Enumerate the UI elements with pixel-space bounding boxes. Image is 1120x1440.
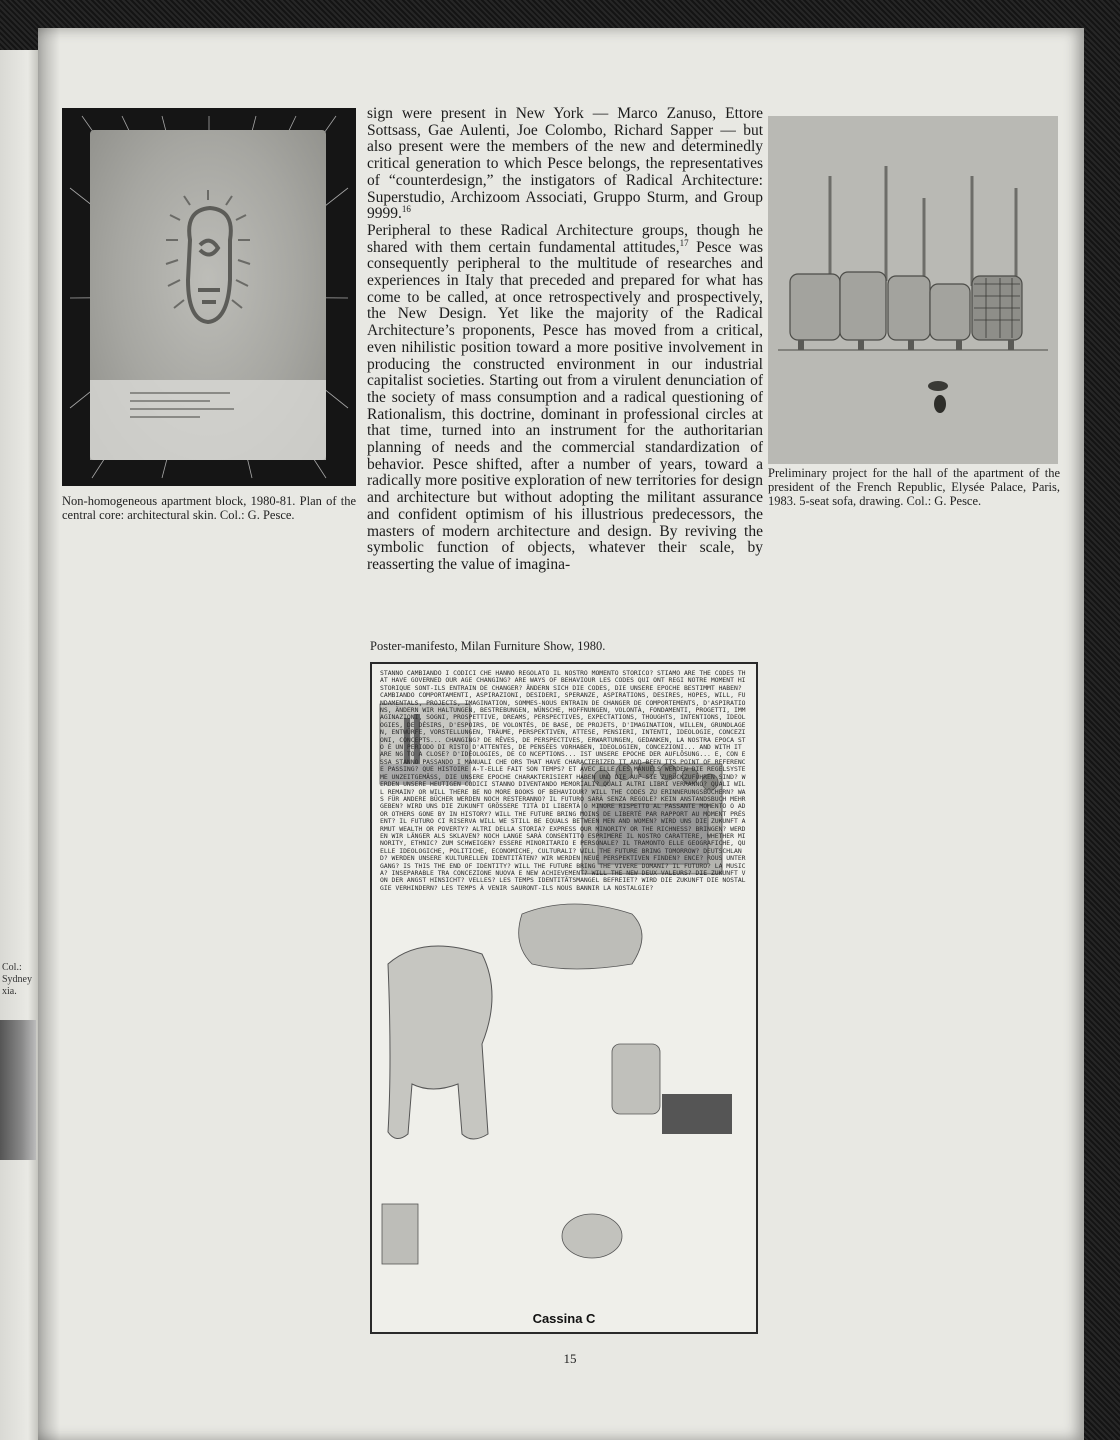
footnote-16: 16 <box>401 204 411 215</box>
caption-apartment-block: Non-homogeneous apartment block, 1980-81. Plan of the central core: architectural skin. Col.: G. Pesce. <box>62 494 356 522</box>
paragraph-2 <box>367 223 763 574</box>
paragraph-1 <box>367 106 763 223</box>
apartment-block-image <box>62 108 356 486</box>
sofa-drawing-image <box>768 116 1058 464</box>
textured-skin-panel <box>90 130 326 460</box>
left-page-edge <box>0 50 40 1440</box>
poster-manifesto-text: STANNO CAMBIANDO I CODICI CHE HANNO REGOLATO IL NOSTRO MOMENTO STORICO? STIAMO ARE THE CODES THAT HAVE GOVERNED OUR AGE CHANGING? ARE WAYS OF BEHAVIOUR LES CODES QUI ONT REGI NOTRE MOMENT HISTORIQUE SONT-ILS ENTRAIN DE CHANGER? ÄNDERN SICH DIE CODES, DIE UNSERE EPOCHE BESTIMMT HABEN? CAMBIANDO COMPORTAMENTI, ASPIRAZIONI, DESIDERI, SPERANZE, ASPIRATIONS, DESIRES, HOPES, WILL, FUNDAMENTALS, PROJECTS, IMAGINATION, SOMMES-NOUS ENTRAIN DE CHANGER DE COMPORTEMENTS, D'ASPIRATIONS, ÄNDERN WIR HALTUNGEN, BESTREBUNGEN, WÜNSCHE, HOFFNUNGEN, VOLONTÀ, FONDAMENTI, PROGETTI, IMMAGINAZIONI, SOGNI, PROSPETTIVE, DREAMS, PERSPECTIVES, EXPECTATIONS, THOUGHTS, INTENTIONS, IDEOLOGIES, DE DÉSIRS, D'ESPOIRS, DE VOLONTÉS, DE BASE, DE PROJETS, D'IMAGINATION, WILLEN, GRUNDLAGEN, ENTWÜRFE, VORSTELLUNGEN, TRÄUME, PERSPEKTIVEN, ATTESE, PENSIERI, INTENTI, IDEOLOGIE, CONCEZIONI, CONCEPTS... CHANGING? DE RÊVES, DE PERSPECTIVES, ERWARTUNGEN, GEDANKEN, LA NOSTRA EPOCA STO È UN PERIODO DI RISTO D'ATTENTES, DE PENSÉES VORHABEN, IDEOLOGIEN, CONCEZIONI... AND WITH IT ARE NG TO A CLOSE? D'IDÉOLOGIES, DE CO NCEPTIONS... IST UNSERE EPOCHE DER AUFLÖSUNG... E, CON ESSA STANNO PASSANDO I MANUALI CHE ORS THAT HAVE CHARACTERIZED IT AND BEEN ITS POINT OF REFERENCE PASSING? QUE HISTOIRE A-T-ELLE FAIT SON TEMPS? ET AVEC ELLE LES MANUELS WERDEN DIE REGELSYSTEME UNZEITGEMÄSS, DIE UNSERE EPOCHE CHARAKTERISIERT HABEN UND DIE AUF SIE ZURÜCKZUFÜHREN SIND? WERDEN UNSERE HEUTIGEN CODICI STANNO DIVENTANDO MEMORIALI? QUALI ALTRI LIBRI VERRANNO? QUALI WILL REMAIN? OR WILL THERE BE NO MORE BOOKS OF BEHAVIOUR? WILL THE CODES ZU ERINNERUNGSBÜCHERN? WAS FÜR ANDERE BÜCHER WERDEN NOCH RESTERANNO? IL FUTURO SARÀ SENZA REGOLE? KEIN ANSTANDSBUCH MEHR GEBEN? WIRD UNS DIE ZUKUNFT GRÖSSERE TITÀ DI LIBERTÀ O MINORE RISPETTO AL PASSANTE MOMENTO O AD OR OTHERS GONE BY IN HISTORY? WILL THE FUTURE BRING MOINS DE LIBERTÉ PAR RAPPORT AU MOMENT PRÉSENT? IL FUTURO CI RISERVA WILL WE STILL BE EQUALS BETWEEN MEN AND WOMEN? WIRD UNS DIE ZUKUNFT ARMUT WEALTH OR POVERTY? ALTRI DELLA STORIA? EXPRESS OUR MINORITY OR THE RICHNESS? BRINGEN? WERDEN WIR LÄNGER ALS SKLAVEN? NOCH LANGE SARÀ CONSENTITO ESPRIMERE IL NOSTRO CARATTERE, WHETHER MINORITY, ETHNIC? ZUM SCHWEIGEN? ESSERE MINORITARIO E PERSONALE? IL TRAMONTO ELLE GEOGRAFICHE, QUELLE IDEOLOGICHE, POLITICHE, ECONOMICHE, CULTURALI? WILL THE FUTURE BRING TOMORROW? DEUTSCHLAND? WERDEN UNSERE KULTURELLEN IDENTITÄTEN? WIR WERDEN NEUE PERSPEKTIVEN FINDEN? ENCE? ROUS UNTERGANG? IS THIS THE END OF IDENTITY? WILL THE FUTURE BRING THE VIVERE DOMANI? IL FUTURO? LA MUSICA? INSEPARABLE TRA CONCEZIONE NUOVA E NEW ACHIEVEMENT? WILL THE NEW DEUX VALEURS? DIE ZUKUNFT VON DER ANGST HINSICHT? VELLES? LES TEMPS IDENTITÄTSMANGEL BEFREIET? WIRD DIE ZUKUNFT DIE NOSTALGIE VERHINDERN? LES TEMPS À VENIR SAURONT-ILS NOUS BANNIR LA NOSTALGIE? <box>380 670 746 892</box>
paragraph-1-text: sign were present in New York — Marco Zanuso, Ettore Sottsass, Gae Aulenti, Joe Colombo, Richard Sapper — but also present were the members of the new and determinedly critical generation to which Pesce belongs, the representatives of “counterdesign,” the instigators of Radical Architecture: Superstudio, Archizoom Associati, Gruppo Sturm, and Group 9999. <box>367 105 763 223</box>
five-seat-sofa-drawing <box>768 116 1058 464</box>
page-number: 15 <box>563 1351 577 1366</box>
paragraph-2-text-b: Pesce was consequently peripheral to the multitude of researches and experiences in Italy that preceded and prepared for what has come to be called, at once retrospectively and prospectively, the New Design. Yet like the majority of the Radical Architecture’s proponents, Pesce has moved from a critical, even nihilistic position toward a more positive involvement in producing the constructed environment in our industrial capitalist societies. Starting out from a virulent denunciation of the society of mass consumption and a radical questioning of Rationalism, this doctrine, dominant in professional circles at that time, turned into an instrument for the authoritarian planning of needs and the commercial standardization of behavior. Pesce shifted, after a number of years, toward a radically more positive exploration of new territories for design and architecture but without adopting the militant assurance and confident optimism of his illustrious predecessors, the masters of modern architecture and design. By reviving the symbolic function of objects, whatever their scale, by reasserting the value of imagina- <box>367 238 763 573</box>
cassina-logo: Cassina C <box>532 1311 596 1326</box>
footnote-17: 17 <box>679 237 689 248</box>
article-body <box>367 106 763 574</box>
poster-manifesto <box>370 662 758 1334</box>
central-core-figure <box>90 130 326 460</box>
left-page-image-fragment <box>0 1020 36 1160</box>
left-page-snippet: Col.: Sydney xia. <box>2 962 32 997</box>
caption-poster: Poster-manifesto, Milan Furniture Show, 1980. <box>370 639 606 653</box>
paragraph-2-text-a: Peripheral to these Radical Architecture groups, though he shared with them certain fundamental attitudes, <box>367 221 763 256</box>
spine-shadow <box>38 28 60 1440</box>
caption-sofa-drawing: Preliminary project for the hall of the apartment of the president of the French Republic, Elysée Palace, Paris, 1983. 5-seat sofa, drawing. Col.: G. Pesce. <box>768 466 1060 508</box>
